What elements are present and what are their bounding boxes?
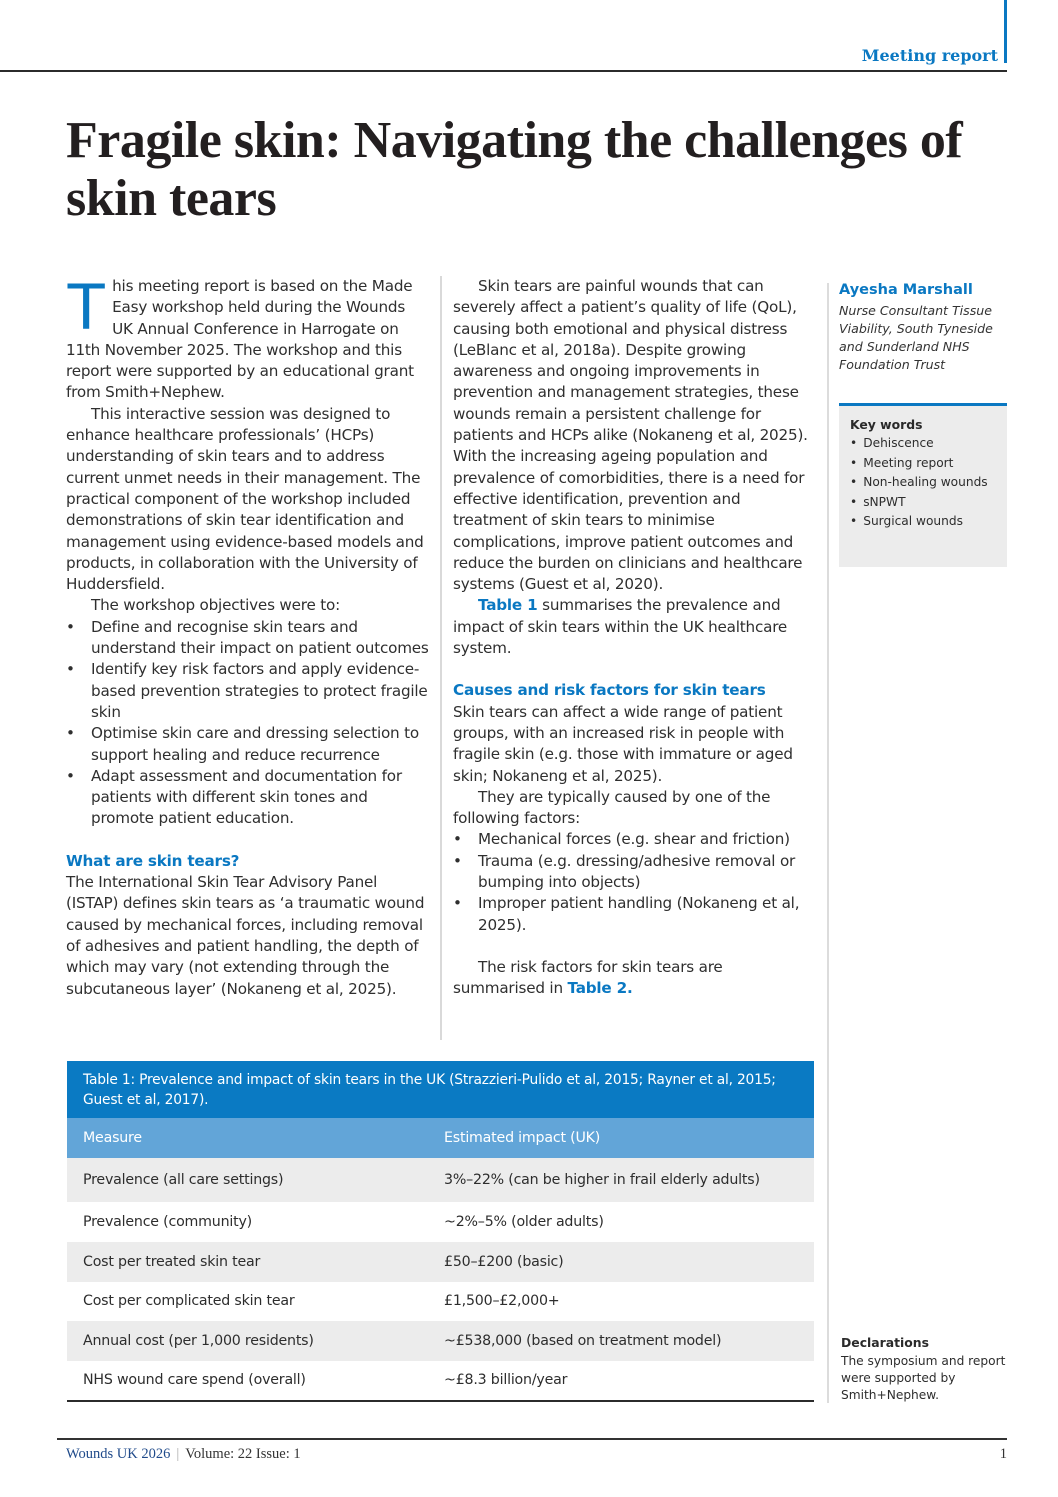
- body-column-1: [66, 269, 430, 1000]
- table-1-link[interactable]: Table 1: [478, 596, 538, 615]
- table-cell: ~2%–5% (older adults): [444, 1214, 604, 1230]
- footer: [66, 1446, 301, 1463]
- list-item: • Optimise skin care and dressing selection to support healing and reduce recurrence: [66, 723, 430, 766]
- list-item: • Identify key risk factors and apply evidence-based prevention strategies to protect fragile skin: [66, 659, 430, 723]
- table-row: [67, 1242, 814, 1282]
- author-block: [839, 281, 1014, 374]
- section-label: Meeting report: [861, 46, 998, 65]
- author-role: Nurse Consultant Tissue Viability, South Tyneside and Sunderland NHS Foundation Trust: [839, 303, 993, 372]
- table-cell: Cost per treated skin tear: [67, 1242, 428, 1282]
- list-item: • Trauma (e.g. dressing/adhesive removal or bumping into objects): [453, 851, 813, 894]
- header-rule: [0, 70, 1007, 72]
- footer-separator: |: [176, 1446, 180, 1462]
- list-item: • Improper patient handling (Nokaneng et al, 2025).: [453, 893, 813, 936]
- table-row: [67, 1282, 814, 1322]
- keyword-item: • Non-healing wounds: [850, 473, 997, 493]
- declarations-block: [841, 1334, 1011, 1404]
- column-divider: [440, 276, 442, 1040]
- table-2-link[interactable]: Table 2.: [567, 979, 633, 998]
- keyword-item: • sNPWT: [850, 493, 997, 513]
- table-cell: Prevalence (community): [83, 1214, 253, 1230]
- table-row: [67, 1158, 814, 1202]
- table-cell: Annual cost (per 1,000 residents): [67, 1321, 428, 1361]
- table-bottom-rule: [67, 1400, 814, 1402]
- declarations-text: The symposium and report were supported by Smith+Nephew.: [841, 1354, 1006, 1402]
- table-1: [67, 1061, 814, 1402]
- objectives-intro: The workshop objectives were to:: [91, 596, 341, 615]
- table-cell: Prevalence (all care settings): [67, 1158, 428, 1202]
- table-cell: £50–£200 (basic): [428, 1242, 814, 1282]
- causes-paragraph: Skin tears can affect a wide range of patient groups, with an increased risk in people with fragile skin (e.g. those with immature or aged skin; Nokaneng et al, 2025).: [453, 702, 793, 785]
- article-title: Fragile skin: Navigating the challenges of skin tears: [66, 112, 963, 227]
- intro-paragraph: This meeting report is based on the Made Easy workshop held during the Wounds UK Annual Conference in Harrogate on 11th November 2025. The workshop and this report were supported by an educational grant from Smith+Nephew.: [66, 269, 414, 402]
- table-row: [67, 1202, 814, 1242]
- volume-issue: Volume: 22 Issue: 1: [185, 1446, 301, 1462]
- table-cell: £1,500–£2,000+: [444, 1293, 560, 1310]
- table-cell: ~£538,000 (based on treatment model): [428, 1321, 814, 1361]
- column-header-impact: Estimated impact (UK): [428, 1118, 814, 1158]
- body-column-2: [453, 276, 813, 1000]
- table-row: [67, 1361, 814, 1401]
- session-paragraph: This interactive session was designed to enhance healthcare professionals’ (HCPs) understanding of skin tears and to address current unmet needs in their management. The practical component of the workshop included demonstrations of skin tear identification and management using evidence-based models and products, in collaboration with the University of Huddersfield.: [66, 404, 424, 594]
- table-cell: NHS wound care spend (overall): [83, 1372, 306, 1389]
- section-heading-what-are-skin-tears: What are skin tears?: [66, 851, 240, 870]
- keywords-list: [850, 434, 997, 532]
- closing-paragraph: The risk factors for skin tears are summarised in Table 2.: [453, 957, 723, 998]
- drop-cap: T: [66, 269, 107, 343]
- data-table: [67, 1118, 814, 1400]
- list-item: • Define and recognise skin tears and understand their impact on patient outcomes: [66, 617, 430, 660]
- causes-intro: They are typically caused by one of the following factors:: [453, 787, 771, 828]
- definition-paragraph: The International Skin Tear Advisory Panel (ISTAP) defines skin tears as ‘a traumatic wound caused by mechanical forces, including removal of adhesives and patient handling, the depth of which may vary (not extending through the subcutaneous layer’ (Nokaneng et al, 2025).: [66, 873, 425, 998]
- keywords-box: [839, 403, 1007, 567]
- declarations-title: Declarations: [841, 1335, 929, 1350]
- column-header-measure: Measure: [67, 1118, 428, 1158]
- section-heading-causes: Causes and risk factors for skin tears: [453, 681, 766, 700]
- causes-list: [453, 829, 813, 935]
- table-row: [67, 1321, 814, 1361]
- table-cell: ~£8.3 billion/year: [444, 1372, 568, 1389]
- keyword-item: • Meeting report: [850, 454, 997, 474]
- impact-paragraph: Skin tears are painful wounds that can severely affect a patient’s quality of life (QoL), causing both emotional and physical distress (LeBlanc et al, 2018a). Despite growing awareness and ongoing improvements in prevention and management strategies, these wounds remain a persistent challenge for patients and HCPs alike (Nokaneng et al, 2025). With the increasing ageing population and prevalence of comorbidities, there is a need for effective identification, prevention and treatment of skin tears to minimise complications, improve patient outcomes and reduce the burden on clinicians and healthcare systems (Guest et al, 2020).: [453, 277, 808, 594]
- footer-rule: [57, 1438, 1007, 1440]
- table-reference-paragraph: Table 1 summarises the prevalence and impact of skin tears within the UK healthcare system.: [453, 596, 788, 658]
- keyword-item: • Surgical wounds: [850, 512, 997, 532]
- list-item: • Mechanical forces (e.g. shear and friction): [453, 829, 813, 850]
- keywords-title: Key words: [850, 417, 923, 432]
- list-item: • Adapt assessment and documentation for patients with different skin tones and promote patient education.: [66, 766, 430, 830]
- table-cell: Cost per complicated skin tear: [83, 1293, 295, 1310]
- table-header-row: [67, 1118, 814, 1158]
- page-number: 1: [999, 1446, 1007, 1462]
- keyword-item: • Dehiscence: [850, 434, 997, 454]
- objectives-list: [66, 617, 430, 830]
- sidebar-divider: [827, 283, 829, 1403]
- author-name: Ayesha Marshall: [839, 282, 973, 298]
- table-caption: Table 1: Prevalence and impact of skin tears in the UK (Strazzieri-Pulido et al, 2015; Rayner et al, 2015; Guest et al, 2017).: [67, 1061, 814, 1118]
- journal-name: Wounds UK 2026: [66, 1446, 171, 1462]
- table-cell: 3%–22% (can be higher in frail elderly adults): [428, 1158, 814, 1202]
- header-accent-bar: [1004, 0, 1007, 63]
